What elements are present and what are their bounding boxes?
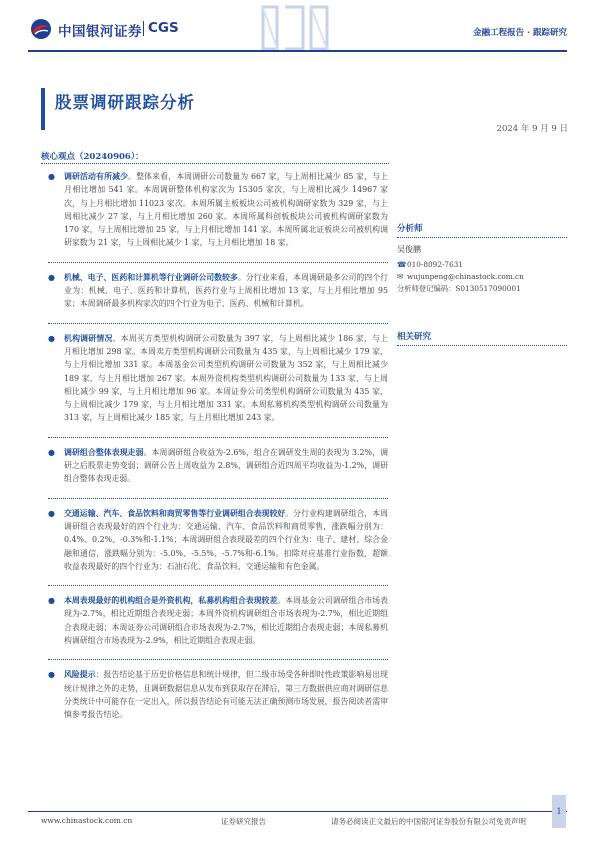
bullet-lead: 调研活动有所减少 (64, 172, 129, 181)
bullet-dot-icon: ● (48, 172, 55, 181)
footer-center-label: 证券研究报告 (221, 817, 266, 826)
footer-rule (28, 811, 567, 812)
report-date: 2024 年 9 月 9 日 (496, 124, 568, 134)
footer-website[interactable]: www.chinastock.com.cn (41, 816, 133, 825)
brand-name-en: CGS (148, 20, 179, 36)
page-title: 股票调研跟踪分析 (55, 93, 195, 112)
related-research-panel (397, 330, 567, 352)
bullet-text: 。分行业来看，本周调研最多公司的四个行业为：机械、电子、医药和计算机，医药行业与上周相比增加 13 家，与上月相比增加 95 家；本周调研最多机构家次的四个行业为电子、医药、机械和计算机。 (64, 272, 388, 309)
bullet-item (48, 170, 388, 250)
related-divider (397, 345, 567, 346)
core-divider (41, 163, 389, 164)
bullet-item (48, 332, 388, 425)
header-watermark-graphic (255, 5, 335, 53)
bullet-divider (48, 437, 388, 438)
bullet-text: 。本周买方类型机构调研公司数量为 397 家，与上周相比减少 186 家，与上月相比增加 298 家。本周卖方类型机构调研公司数量为 435 家，与上周相比减少 179 家，与上月相比增加 331 家。本周基金公司类型机构调研公司数量为 352 家，与上周相比减少 189 家，与上月相比增加 267 家。本周外资机构类型机构调研公司数量为 133 家，与上周相比减少 99 家，与上月相比增加 96 家。本周证券公司类型机构调研公司数量为 435 家，与上周相比减少 179 家，与上月相比增加 331 家。本周私募机构类型机构调研公司数量为 313 家，与上周相比减少 185 家，与上月相比增加 243 家。 (64, 333, 388, 423)
analyst-phone: 010-8092-7631 (407, 260, 463, 269)
bullet-lead: 机构调研情况 (64, 333, 113, 343)
footer-disclaimer: 请务必阅读正文最后的中国银河证券股份有限公司免责声明 (331, 817, 526, 826)
brand-divider (143, 21, 144, 36)
analyst-name: 吴俊鹏 (397, 245, 421, 254)
bullet-item (48, 668, 388, 721)
related-research-heading: 相关研究 (397, 332, 432, 342)
header-rule (28, 50, 567, 52)
bullet-item (48, 271, 388, 311)
cgs-logo-icon (30, 18, 52, 40)
email-icon: ✉ (397, 272, 404, 281)
report-type: 金融工程报告 · 跟踪研究 (473, 28, 567, 38)
bullet-text: 。分行业构建调研组合，本周调研组合表现最好的四个行业为：交通运输、汽车、食品饮料和商贸零售，涨跌幅分别为：0.4%、0.2%、-0.3%和-1.1%；本周调研组合表现最差的四个行业为：电子、建材、综合金融和通信，涨跌幅分别为：-5.0%、-5.5%、-5.7%和-6.1%。扣除对应基准行业指数，超额收益表现最好的四个行业为：石油石化、食品饮料、交通运输和有色金属。 (64, 508, 388, 571)
analyst-panel (397, 222, 567, 295)
analyst-divider (397, 237, 567, 238)
analyst-cert: 分析师登记编码：S0130517090001 (397, 284, 521, 293)
analyst-heading: 分析师 (397, 224, 423, 234)
bullet-dot-icon: ● (48, 596, 55, 606)
bullet-dot-icon: ● (48, 333, 55, 343)
bullet-divider (48, 585, 388, 586)
bullet-lead: 风险提示 (64, 670, 96, 680)
bullet-item (48, 507, 388, 573)
brand-name-cn: 中国银河证券 (58, 24, 142, 40)
core-bullet-list (48, 170, 388, 734)
analyst-phone-row (397, 259, 567, 271)
analyst-email[interactable]: wujunpeng@chinastock.com.cn (407, 272, 524, 281)
bullet-divider (48, 262, 388, 263)
bullet-lead: 调研组合整体表现走弱 (64, 447, 144, 457)
bullet-dot-icon: ● (48, 447, 55, 457)
analyst-email-row (397, 271, 567, 283)
core-viewpoint-label: 核心观点（20240906）： (41, 152, 144, 162)
bullet-divider (48, 498, 388, 499)
bullet-lead: 本周表现最好的机构组合是外资机构，私募机构组合表现较差 (64, 596, 278, 606)
bullet-dot-icon: ● (48, 508, 55, 518)
bullet-text: 。本周调研组合收益为-2.6%，组合在调研发生周的表现为 3.2%，调研之后股票走势变弱；调研公告上周收益为 2.8%，调研组合近四周平均收益为-1.2%，调研组合整体表现走弱。 (64, 447, 388, 484)
bullet-dot-icon: ● (48, 670, 55, 680)
bullet-dot-icon: ● (48, 272, 55, 282)
bullet-divider (48, 659, 388, 660)
title-accent-bar (41, 88, 45, 130)
bullet-text: 。本周基金公司调研组合市场表现为-2.7%，相比近期组合表现走弱；本周外资机构调研组合市场表现为-2.7%，相比近期组合表现走弱；本周证券公司调研组合市场表现为-2.7%，相比近期组合表现走弱；本周私募机构调研组合市场表现为-2.9%，相比近期组合表现走弱。 (64, 596, 388, 646)
bullet-item (48, 446, 388, 486)
bullet-text: ：报告结论基于历史价格信息和统计规律，但二级市场受各种即时性政策影响易出现统计规律之外的走势，且调研数据信息从发布到获取存在滞后，第三方数据供应商对调研信息分类统计中可能存在一定出入，所以报告结论有可能无法正确预测市场发展，报告阅读者需审慎参考报告结论。 (64, 670, 388, 720)
bullet-lead: 交通运输、汽车、食品饮料和商贸零售等行业调研组合表现较好 (64, 508, 286, 518)
bullet-text: 。整体来看，本周调研公司数量为 667 家，与上周相比减少 85 家，与上月相比增加 541 家。本周调研整体机构家次为 15305 家次，与上周相比减少 14967 家次，与上月相比增加 11023 家次。本周所属主板板块公司被机构调研家数为 329 家，与上周相比减少 27 家，与上月相比增加 260 家。本周所属科创板板块公司被机构调研家数为 170 家，与上周相比增加 25 家，与上月相比增加 141 家。本周所属北证板块公司被机构调研家数为 21 家，与上周相比减少 1 家，与上月相比增加 18 家。 (64, 172, 388, 248)
bullet-lead: 机械、电子、医药和计算机等行业调研公司数较多 (64, 272, 238, 282)
page-number: 1 (552, 795, 566, 828)
bullet-divider (48, 323, 388, 324)
phone-icon: ☎ (397, 260, 407, 269)
bullet-item (48, 594, 388, 647)
